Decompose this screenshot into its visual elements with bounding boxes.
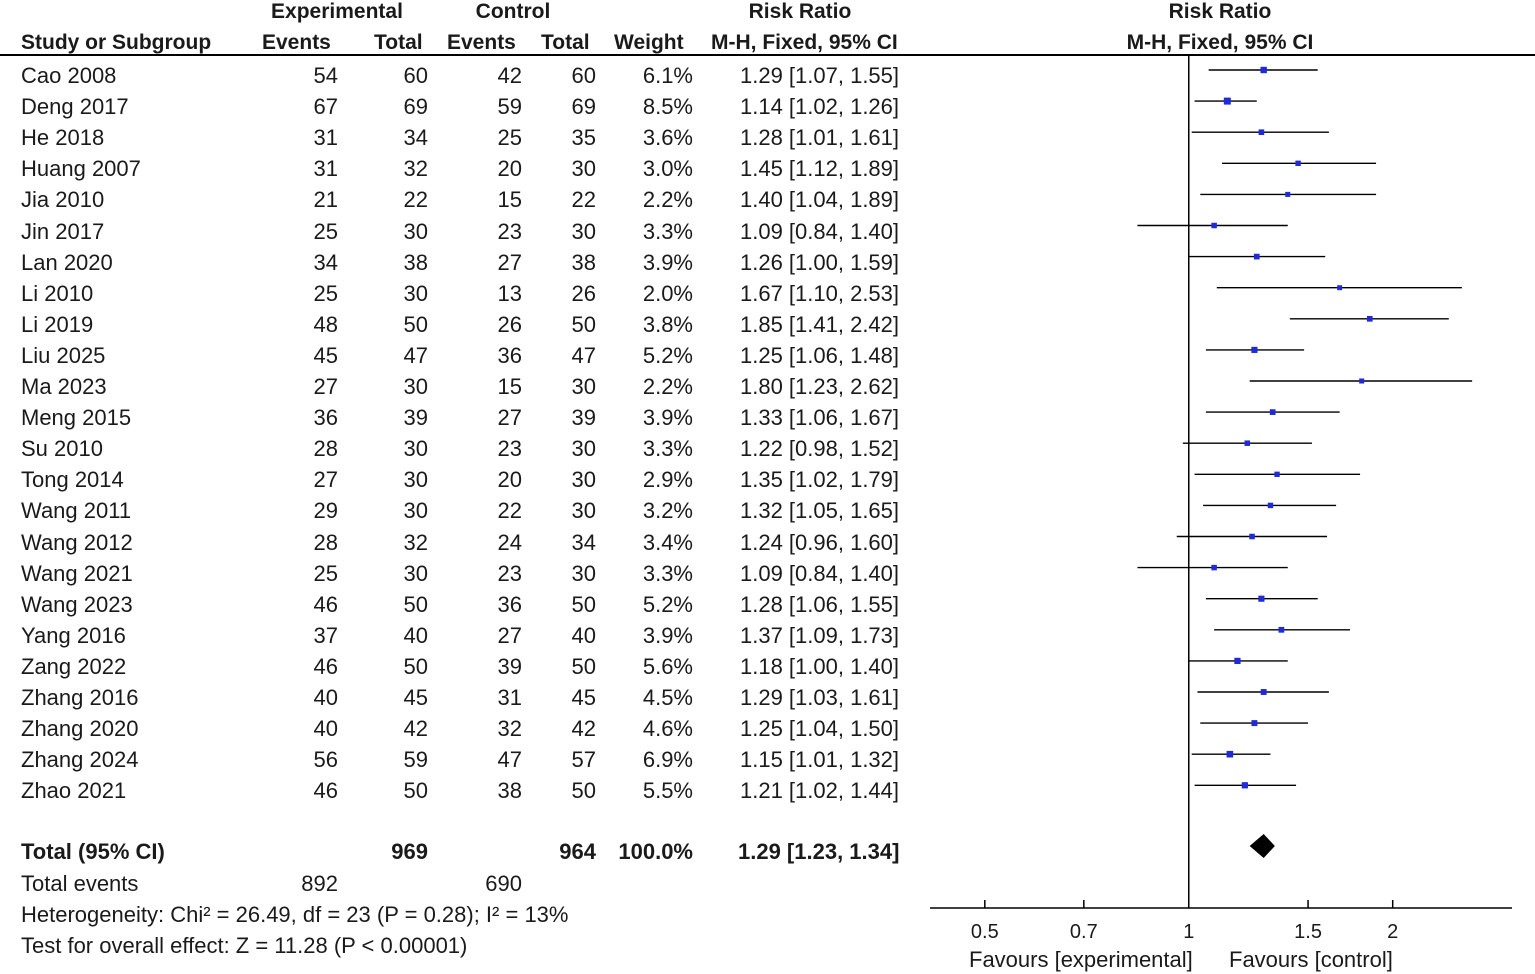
events-e: 31 bbox=[313, 156, 338, 182]
point-estimate-marker bbox=[1285, 192, 1290, 197]
point-estimate-marker bbox=[1211, 223, 1216, 228]
total-c: 69 bbox=[571, 94, 596, 120]
events-e: 29 bbox=[313, 498, 338, 524]
events-c: 15 bbox=[497, 187, 522, 213]
events-e: 40 bbox=[313, 685, 338, 710]
ci: 1.67 [1.10, 2.53] bbox=[740, 280, 900, 306]
weight: 2.0% bbox=[642, 280, 693, 306]
events-c: 32 bbox=[497, 716, 522, 742]
events-e: 21 bbox=[313, 187, 338, 213]
total-c: 30 bbox=[571, 436, 596, 462]
ci: 1.35 [1.02, 1.79] bbox=[740, 467, 900, 493]
weight: 5.2% bbox=[642, 591, 693, 617]
events-e: 31 bbox=[313, 125, 338, 151]
study-name: Zang 2022 bbox=[21, 653, 127, 679]
events-e: 27 bbox=[313, 374, 338, 399]
weight: 3.3% bbox=[642, 218, 693, 244]
events-e: 27 bbox=[313, 467, 338, 493]
events-c: 42 bbox=[497, 63, 522, 88]
total-events-e: 892 bbox=[301, 871, 338, 896]
events-c: 39 bbox=[497, 653, 522, 679]
total-e: 50 bbox=[403, 778, 428, 804]
study-name: Lan 2020 bbox=[21, 249, 113, 275]
events-c: 36 bbox=[497, 591, 522, 617]
total-c: 30 bbox=[571, 467, 596, 493]
weight: 3.0% bbox=[642, 156, 693, 182]
events-c: 25 bbox=[497, 125, 522, 151]
ci: 1.15 [1.01, 1.32] bbox=[740, 747, 900, 773]
events-c: 22 bbox=[497, 498, 522, 524]
point-estimate-marker bbox=[1258, 596, 1264, 602]
events-c: 27 bbox=[497, 405, 522, 431]
point-estimate-marker bbox=[1261, 689, 1267, 695]
total-events-label: Total events bbox=[21, 871, 139, 896]
total-weight: 100.0% bbox=[618, 839, 693, 864]
ci: 1.33 [1.06, 1.67] bbox=[740, 405, 900, 431]
total-e: 30 bbox=[403, 374, 428, 399]
study-name: Wang 2011 bbox=[21, 498, 132, 524]
point-estimate-marker bbox=[1259, 129, 1265, 135]
events-c: 13 bbox=[497, 280, 522, 306]
events-c: 36 bbox=[497, 342, 522, 368]
study-name: Li 2019 bbox=[21, 311, 94, 337]
total-e: 42 bbox=[403, 716, 428, 742]
weight: 5.6% bbox=[642, 653, 693, 679]
events-e: 28 bbox=[313, 436, 338, 462]
ci: 1.24 [0.96, 1.60] bbox=[740, 529, 900, 555]
events-e: 56 bbox=[313, 747, 338, 773]
weight: 8.5% bbox=[642, 94, 693, 120]
overall-effect-text: Test for overall effect: Z = 11.28 (P < 0.00001) bbox=[21, 933, 468, 958]
total-e: 60 bbox=[403, 63, 428, 88]
point-estimate-marker bbox=[1242, 782, 1248, 788]
weight: 4.6% bbox=[642, 716, 693, 742]
favours-right-label: Favours [control] bbox=[1229, 947, 1393, 972]
point-estimate-marker bbox=[1245, 440, 1250, 445]
study-name: Liu 2025 bbox=[21, 342, 106, 368]
total-c: 30 bbox=[571, 560, 596, 586]
events-c: 20 bbox=[497, 467, 522, 493]
study-name: Tong 2014 bbox=[21, 467, 124, 493]
total-e: 59 bbox=[403, 747, 428, 773]
header-total-c: Total bbox=[541, 31, 590, 54]
events-e: 25 bbox=[313, 218, 338, 244]
weight: 6.1% bbox=[642, 63, 693, 88]
events-e: 46 bbox=[313, 778, 338, 804]
weight: 3.9% bbox=[642, 249, 693, 275]
total-c: 39 bbox=[571, 405, 596, 431]
ci: 1.29 [1.07, 1.55] bbox=[740, 63, 900, 88]
total-e: 30 bbox=[403, 218, 428, 244]
total-e: 40 bbox=[403, 622, 428, 648]
ci: 1.21 [1.02, 1.44] bbox=[740, 778, 900, 804]
events-e: 28 bbox=[313, 529, 338, 555]
ci: 1.09 [0.84, 1.40] bbox=[740, 560, 900, 586]
pooled-diamond bbox=[1250, 834, 1275, 858]
events-e: 48 bbox=[313, 311, 338, 337]
study-name: Su 2010 bbox=[21, 436, 103, 462]
total-e: 50 bbox=[403, 653, 428, 679]
events-c: 20 bbox=[497, 156, 522, 182]
events-c: 59 bbox=[497, 94, 522, 120]
weight: 3.2% bbox=[642, 498, 693, 524]
ci: 1.25 [1.06, 1.48] bbox=[740, 342, 900, 368]
ci: 1.14 [1.02, 1.26] bbox=[740, 94, 900, 120]
ci: 1.25 [1.04, 1.50] bbox=[740, 716, 900, 742]
total-tot-e: 969 bbox=[391, 839, 428, 864]
point-estimate-marker bbox=[1270, 409, 1276, 415]
events-e: 25 bbox=[313, 560, 338, 586]
events-e: 37 bbox=[313, 622, 338, 648]
header-risk-ratio-left: Risk Ratio bbox=[748, 0, 852, 23]
events-c: 26 bbox=[497, 311, 522, 337]
weight: 5.5% bbox=[642, 778, 693, 804]
total-c: 38 bbox=[571, 249, 596, 275]
total-e: 39 bbox=[403, 405, 428, 431]
heterogeneity-text: Heterogeneity: Chi² = 26.49, df = 23 (P = 0.28); I² = 13% bbox=[21, 902, 569, 927]
events-c: 15 bbox=[497, 374, 522, 399]
study-name: Wang 2021 bbox=[21, 560, 133, 586]
point-estimate-marker bbox=[1337, 285, 1342, 290]
x-tick-label: 1.5 bbox=[1294, 921, 1322, 943]
total-e: 30 bbox=[403, 560, 428, 586]
point-estimate-marker bbox=[1274, 472, 1279, 477]
events-e: 25 bbox=[313, 280, 338, 306]
point-estimate-marker bbox=[1227, 751, 1234, 758]
weight: 2.9% bbox=[642, 467, 693, 493]
x-tick-label: 2 bbox=[1387, 921, 1399, 943]
point-estimate-marker bbox=[1279, 627, 1285, 633]
total-c: 30 bbox=[571, 374, 596, 399]
total-c: 42 bbox=[571, 716, 596, 742]
total-e: 50 bbox=[403, 591, 428, 617]
total-e: 30 bbox=[403, 280, 428, 306]
study-name: Li 2010 bbox=[21, 280, 94, 306]
total-c: 57 bbox=[571, 747, 596, 773]
point-estimate-marker bbox=[1249, 534, 1255, 540]
events-c: 47 bbox=[497, 747, 522, 773]
ci: 1.40 [1.04, 1.89] bbox=[740, 187, 900, 213]
total-c: 30 bbox=[571, 156, 596, 182]
weight: 3.6% bbox=[642, 125, 693, 151]
weight: 2.2% bbox=[642, 187, 693, 213]
total-ci: 1.29 [1.23, 1.34] bbox=[738, 839, 900, 864]
header-total-e: Total bbox=[374, 31, 423, 54]
weight: 2.2% bbox=[642, 374, 693, 399]
events-c: 31 bbox=[497, 685, 522, 710]
total-events-c: 690 bbox=[485, 871, 522, 896]
point-estimate-marker bbox=[1359, 378, 1364, 383]
total-c: 50 bbox=[571, 778, 596, 804]
total-e: 47 bbox=[403, 342, 428, 368]
events-c: 24 bbox=[497, 529, 522, 555]
point-estimate-marker bbox=[1224, 98, 1231, 105]
x-tick-label: 0.5 bbox=[970, 921, 999, 943]
weight: 3.8% bbox=[642, 311, 693, 337]
header-risk-ratio-right: Risk Ratio bbox=[1168, 0, 1272, 23]
favours-left-label: Favours [experimental] bbox=[969, 947, 1193, 972]
point-estimate-marker bbox=[1260, 67, 1266, 73]
header-method-left: M-H, Fixed, 95% CI bbox=[711, 31, 898, 54]
point-estimate-marker bbox=[1295, 161, 1300, 166]
total-e: 45 bbox=[403, 685, 428, 710]
study-name: Zhang 2020 bbox=[21, 716, 139, 742]
ci: 1.09 [0.84, 1.40] bbox=[740, 218, 900, 244]
weight: 5.2% bbox=[642, 342, 693, 368]
events-e: 67 bbox=[313, 94, 338, 120]
header-study: Study or Subgroup bbox=[21, 31, 212, 54]
ci: 1.32 [1.05, 1.65] bbox=[740, 498, 900, 524]
total-e: 30 bbox=[403, 467, 428, 493]
weight: 6.9% bbox=[642, 747, 693, 773]
study-name: Meng 2015 bbox=[21, 405, 132, 431]
study-name: Jin 2017 bbox=[21, 218, 105, 244]
study-name: Zhang 2024 bbox=[21, 747, 139, 773]
weight: 4.5% bbox=[642, 685, 693, 710]
header-events-e: Events bbox=[262, 31, 331, 54]
ci: 1.28 [1.06, 1.55] bbox=[740, 591, 900, 617]
events-e: 34 bbox=[313, 249, 338, 275]
events-c: 27 bbox=[497, 249, 522, 275]
study-name: Deng 2017 bbox=[21, 94, 129, 120]
events-c: 27 bbox=[497, 622, 522, 648]
ci: 1.45 [1.12, 1.89] bbox=[740, 156, 900, 182]
ci: 1.22 [0.98, 1.52] bbox=[740, 436, 900, 462]
events-e: 54 bbox=[313, 63, 338, 88]
total-c: 34 bbox=[571, 529, 596, 555]
weight: 3.3% bbox=[642, 560, 693, 586]
total-c: 30 bbox=[571, 218, 596, 244]
study-name: Yang 2016 bbox=[21, 622, 126, 648]
total-e: 32 bbox=[403, 156, 428, 182]
study-name: Zhang 2016 bbox=[21, 685, 139, 710]
header-experimental: Experimental bbox=[271, 0, 403, 23]
point-estimate-marker bbox=[1251, 720, 1257, 726]
total-e: 32 bbox=[403, 529, 428, 555]
x-tick-label: 0.7 bbox=[1069, 921, 1098, 943]
events-c: 23 bbox=[497, 218, 522, 244]
total-c: 50 bbox=[571, 653, 596, 679]
ci: 1.18 [1.00, 1.40] bbox=[740, 653, 900, 679]
total-label: Total (95% CI) bbox=[21, 839, 165, 864]
ci: 1.37 [1.09, 1.73] bbox=[740, 622, 900, 648]
study-name: Wang 2023 bbox=[21, 591, 133, 617]
events-e: 45 bbox=[313, 342, 338, 368]
point-estimate-marker bbox=[1234, 658, 1240, 664]
study-name: He 2018 bbox=[21, 125, 105, 151]
events-e: 40 bbox=[313, 716, 338, 742]
total-tot-c: 964 bbox=[559, 839, 596, 864]
events-e: 46 bbox=[313, 591, 338, 617]
total-c: 35 bbox=[571, 125, 596, 151]
weight: 3.9% bbox=[642, 405, 693, 431]
total-c: 22 bbox=[571, 187, 596, 213]
header-control: Control bbox=[475, 0, 551, 23]
study-name: Jia 2010 bbox=[21, 187, 105, 213]
total-e: 22 bbox=[403, 187, 428, 213]
point-estimate-marker bbox=[1268, 503, 1273, 508]
point-estimate-marker bbox=[1251, 347, 1257, 353]
total-c: 45 bbox=[571, 685, 596, 710]
header-weight: Weight bbox=[614, 31, 684, 54]
x-tick-label: 1 bbox=[1183, 921, 1195, 943]
events-c: 23 bbox=[497, 436, 522, 462]
weight: 3.3% bbox=[642, 436, 693, 462]
total-e: 50 bbox=[403, 311, 428, 337]
ci: 1.85 [1.41, 2.42] bbox=[740, 311, 900, 337]
point-estimate-marker bbox=[1367, 316, 1373, 322]
events-e: 36 bbox=[313, 405, 338, 431]
total-e: 38 bbox=[403, 249, 428, 275]
weight: 3.9% bbox=[642, 622, 693, 648]
point-estimate-marker bbox=[1254, 254, 1260, 260]
total-c: 30 bbox=[571, 498, 596, 524]
events-e: 46 bbox=[313, 653, 338, 679]
total-e: 34 bbox=[403, 125, 428, 151]
weight: 3.4% bbox=[642, 529, 693, 555]
study-name: Huang 2007 bbox=[21, 156, 141, 182]
total-c: 40 bbox=[571, 622, 596, 648]
total-c: 26 bbox=[571, 280, 596, 306]
header-method-right: M-H, Fixed, 95% CI bbox=[1126, 31, 1314, 54]
header-events-c: Events bbox=[447, 31, 516, 54]
study-name: Ma 2023 bbox=[21, 374, 107, 399]
study-name: Cao 2008 bbox=[21, 63, 117, 88]
events-c: 38 bbox=[497, 778, 522, 804]
total-c: 60 bbox=[571, 63, 596, 88]
ci: 1.80 [1.23, 2.62] bbox=[740, 374, 900, 399]
ci: 1.28 [1.01, 1.61] bbox=[740, 125, 900, 151]
total-e: 30 bbox=[403, 436, 428, 462]
total-e: 69 bbox=[403, 94, 428, 120]
events-c: 23 bbox=[497, 560, 522, 586]
total-c: 50 bbox=[571, 311, 596, 337]
point-estimate-marker bbox=[1211, 565, 1216, 570]
ci: 1.29 [1.03, 1.61] bbox=[740, 685, 900, 710]
total-c: 50 bbox=[571, 591, 596, 617]
total-c: 47 bbox=[571, 342, 596, 368]
ci: 1.26 [1.00, 1.59] bbox=[740, 249, 900, 275]
total-e: 30 bbox=[403, 498, 428, 524]
study-name: Zhao 2021 bbox=[21, 778, 127, 804]
study-name: Wang 2012 bbox=[21, 529, 133, 555]
